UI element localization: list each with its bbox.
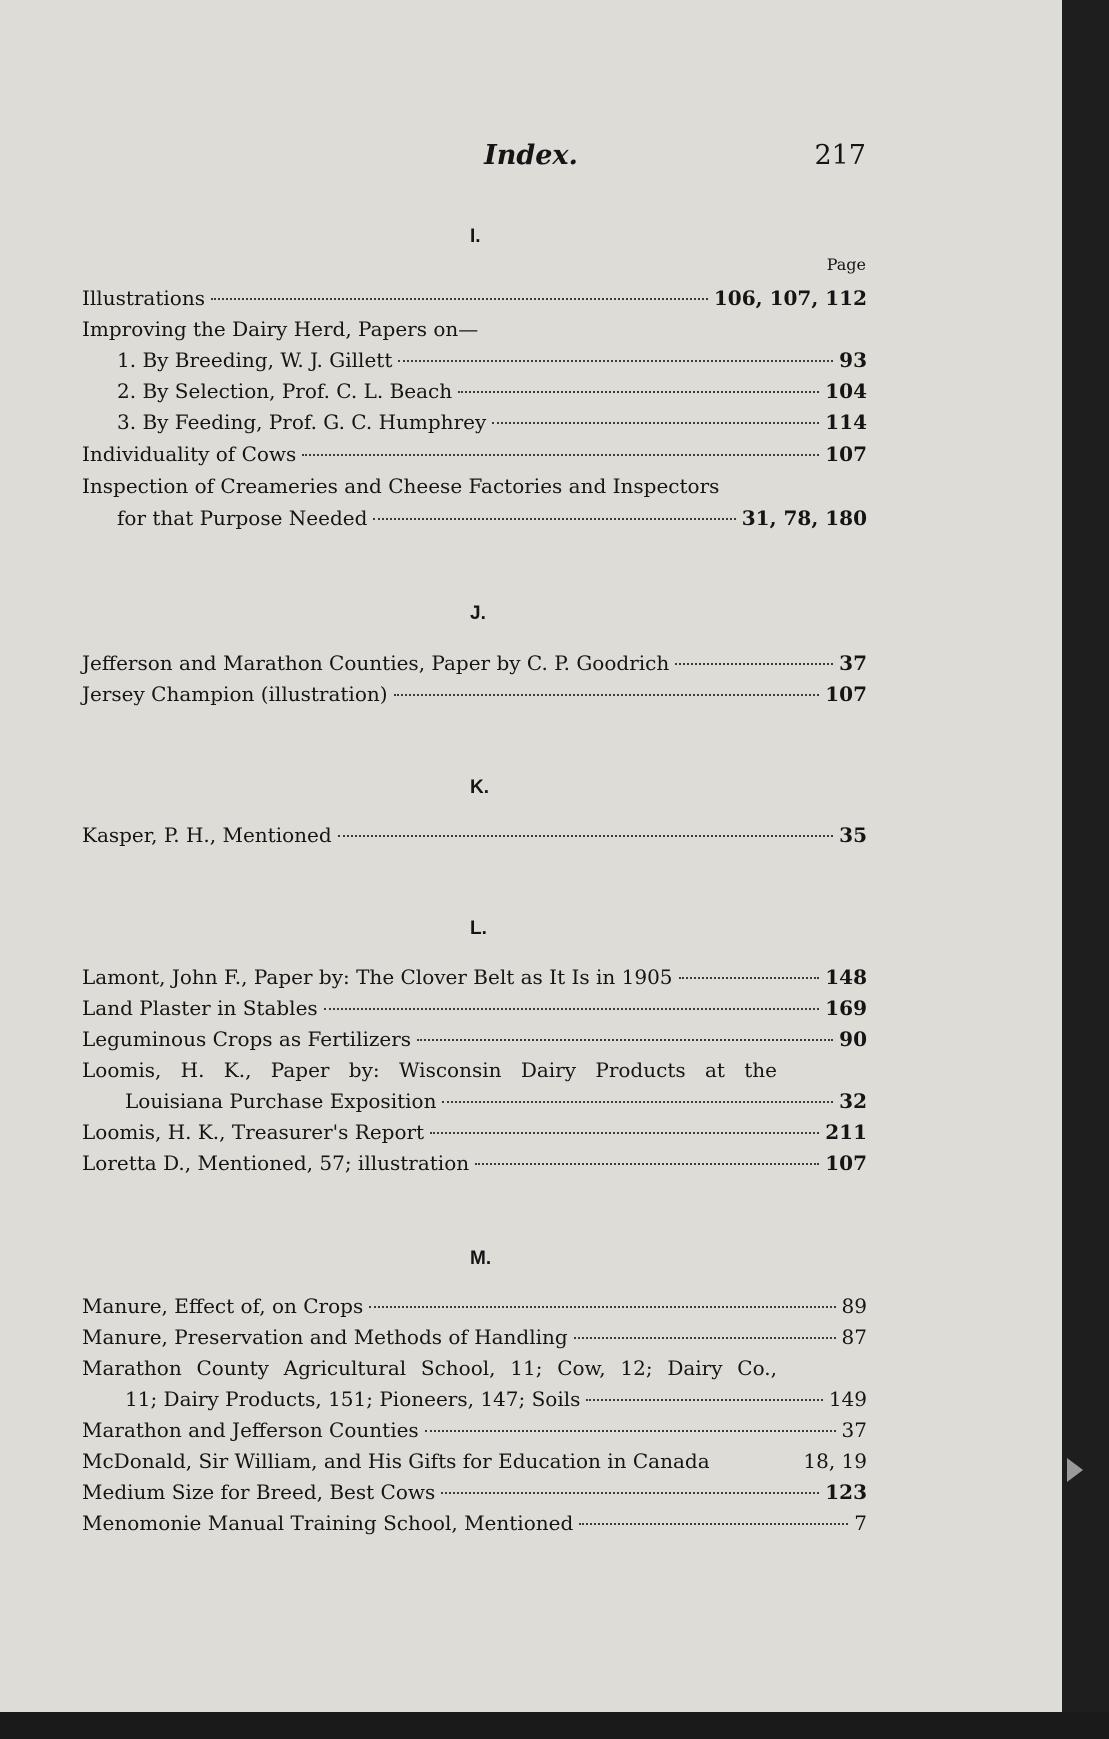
dot-leader xyxy=(430,1132,819,1134)
dot-leader xyxy=(442,1101,833,1103)
dot-leader xyxy=(475,1163,819,1165)
dot-leader xyxy=(302,454,819,456)
index-entry: Inspection of Creameries and Cheese Factories and Inspectors xyxy=(82,474,720,498)
index-subentry: 2. By Selection, Prof. C. L. Beach 104 xyxy=(117,379,867,403)
page-column-label: Page xyxy=(826,255,866,274)
running-title: Index. xyxy=(484,140,578,171)
section-letter-i: I. xyxy=(470,226,481,247)
index-entry: Marathon and Jefferson Counties 37 xyxy=(82,1418,867,1442)
index-entry: Loretta D., Mentioned, 57; illustration 107 xyxy=(82,1151,867,1175)
index-entry: Loomis, H. K., Paper by: Wisconsin Dairy Products at the xyxy=(82,1058,777,1082)
index-entry: Illustrations 106, 107, 112 xyxy=(82,286,867,310)
dot-leader xyxy=(373,518,735,520)
index-entry-continuation: 11; Dairy Products, 151; Pioneers, 147; Soils 149 xyxy=(125,1387,867,1411)
index-entry: Kasper, P. H., Mentioned 35 xyxy=(82,823,867,847)
dot-leader xyxy=(338,835,833,837)
dot-leader xyxy=(394,694,820,696)
index-entry: Lamont, John F., Paper by: The Clover Belt as It Is in 1905 148 xyxy=(82,965,867,989)
page-number: 217 xyxy=(814,140,866,171)
triangle-pointer-icon xyxy=(1067,1458,1083,1482)
dot-leader xyxy=(417,1039,833,1041)
index-entry: Leguminous Crops as Fertilizers 90 xyxy=(82,1027,867,1051)
index-entry: Jefferson and Marathon Counties, Paper by C. P. Goodrich 37 xyxy=(82,651,867,675)
dot-leader xyxy=(425,1430,836,1432)
section-letter-k: K. xyxy=(470,777,489,798)
dot-leader xyxy=(369,1306,835,1308)
dot-leader xyxy=(492,422,819,424)
index-entry: Manure, Effect of, on Crops 89 xyxy=(82,1294,867,1318)
section-letter-j: J. xyxy=(470,603,486,624)
index-subentry: 3. By Feeding, Prof. G. C. Humphrey 114 xyxy=(117,410,867,434)
dot-leader xyxy=(211,298,708,300)
index-entry: Menomonie Manual Training School, Mentioned 7 xyxy=(82,1511,867,1535)
dot-leader xyxy=(574,1337,836,1339)
index-entry-continuation: Louisiana Purchase Exposition 32 xyxy=(125,1089,867,1113)
dot-leader xyxy=(579,1523,848,1525)
dot-leader xyxy=(441,1492,819,1494)
index-entry: Improving the Dairy Herd, Papers on— xyxy=(82,317,479,341)
dot-leader xyxy=(675,663,833,665)
index-entry: Jersey Champion (illustration) 107 xyxy=(82,682,867,706)
section-letter-l: L. xyxy=(470,918,487,939)
dot-leader xyxy=(679,977,820,979)
index-entry: Individuality of Cows 107 xyxy=(82,442,867,466)
index-entry: McDonald, Sir William, and His Gifts for Education in Canada 18, 19 xyxy=(82,1449,867,1473)
index-entry: Medium Size for Breed, Best Cows 123 xyxy=(82,1480,867,1504)
dot-leader xyxy=(398,360,833,362)
index-entry: Manure, Preservation and Methods of Handling 87 xyxy=(82,1325,867,1349)
dot-leader xyxy=(458,391,819,393)
index-entry: Loomis, H. K., Treasurer's Report 211 xyxy=(82,1120,867,1144)
scan-bottom-edge xyxy=(0,1712,1109,1739)
index-entry-continuation: for that Purpose Needed 31, 78, 180 xyxy=(117,506,867,530)
index-subentry: 1. By Breeding, W. J. Gillett 93 xyxy=(117,348,867,372)
index-entry: Marathon County Agricultural School, 11; Cow, 12; Dairy Co., xyxy=(82,1356,777,1380)
dot-leader xyxy=(324,1008,820,1010)
index-entry: Land Plaster in Stables 169 xyxy=(82,996,867,1020)
section-letter-m: M. xyxy=(470,1248,492,1269)
dot-leader xyxy=(586,1399,822,1401)
